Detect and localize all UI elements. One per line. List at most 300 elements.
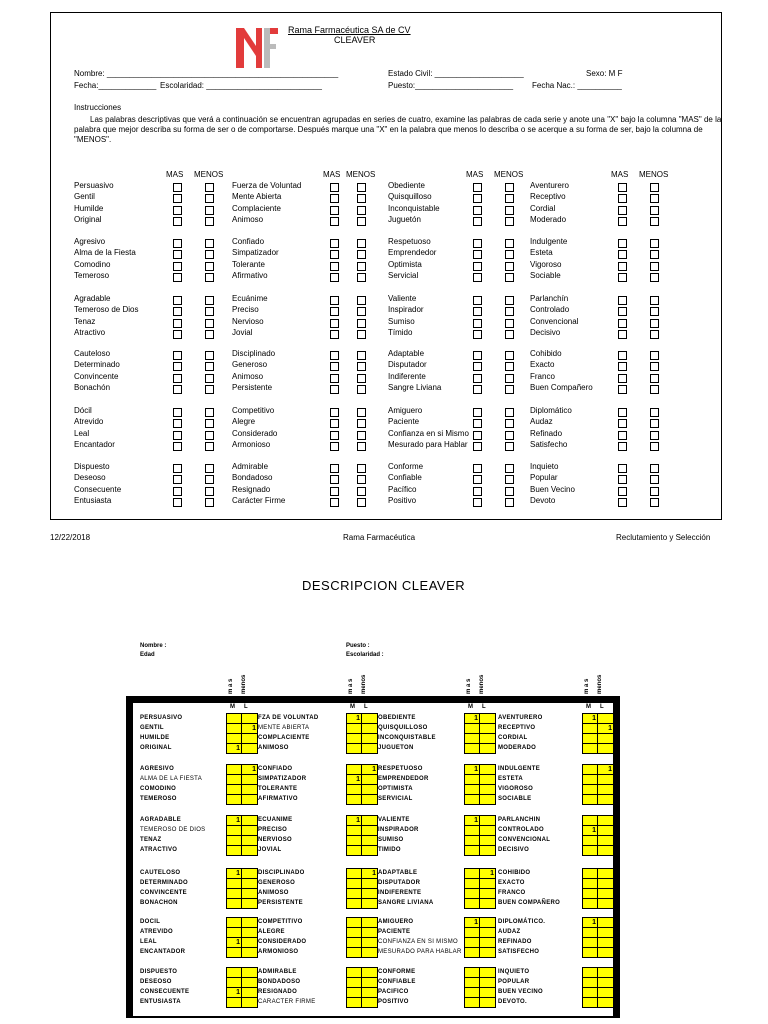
- mas-score-cell[interactable]: [226, 968, 242, 978]
- menos-score-cell[interactable]: [362, 928, 378, 938]
- mas-checkbox[interactable]: [473, 194, 482, 203]
- puesto-field[interactable]: Puesto:______________________: [388, 81, 514, 90]
- mas-score-cell[interactable]: [346, 938, 362, 948]
- mas-checkbox[interactable]: [473, 319, 482, 328]
- mas-score-cell[interactable]: [346, 978, 362, 988]
- mas-checkbox[interactable]: [330, 351, 339, 360]
- mas-score-cell[interactable]: 1: [346, 714, 362, 724]
- mas-checkbox[interactable]: [173, 250, 182, 259]
- mas-checkbox[interactable]: [473, 262, 482, 271]
- mas-checkbox[interactable]: [473, 374, 482, 383]
- menos-checkbox[interactable]: [205, 385, 214, 394]
- menos-checkbox[interactable]: [205, 362, 214, 371]
- menos-score-cell[interactable]: [598, 988, 614, 998]
- mas-score-cell[interactable]: 1: [464, 816, 480, 826]
- menos-score-cell[interactable]: [480, 889, 496, 899]
- menos-score-cell[interactable]: [242, 869, 258, 879]
- menos-checkbox[interactable]: [205, 475, 214, 484]
- fecha-field[interactable]: Fecha:_____________: [74, 81, 157, 90]
- menos-score-cell[interactable]: [242, 795, 258, 805]
- menos-checkbox[interactable]: [650, 487, 659, 496]
- menos-score-cell[interactable]: [362, 998, 378, 1008]
- menos-checkbox[interactable]: [505, 431, 514, 440]
- mas-checkbox[interactable]: [473, 183, 482, 192]
- mas-score-cell[interactable]: 1: [226, 816, 242, 826]
- menos-score-cell[interactable]: [480, 826, 496, 836]
- menos-score-cell[interactable]: [598, 889, 614, 899]
- menos-checkbox[interactable]: [357, 194, 366, 203]
- mas-checkbox[interactable]: [618, 487, 627, 496]
- mas-checkbox[interactable]: [173, 408, 182, 417]
- menos-score-cell[interactable]: [480, 948, 496, 958]
- menos-score-cell[interactable]: 1: [480, 869, 496, 879]
- menos-checkbox[interactable]: [650, 442, 659, 451]
- menos-checkbox[interactable]: [357, 330, 366, 339]
- menos-checkbox[interactable]: [505, 194, 514, 203]
- mas-checkbox[interactable]: [473, 239, 482, 248]
- mas-checkbox[interactable]: [173, 351, 182, 360]
- menos-checkbox[interactable]: [650, 206, 659, 215]
- menos-checkbox[interactable]: [650, 419, 659, 428]
- menos-score-cell[interactable]: [362, 938, 378, 948]
- mas-score-cell[interactable]: [464, 938, 480, 948]
- menos-score-cell[interactable]: 1: [362, 869, 378, 879]
- mas-checkbox[interactable]: [473, 250, 482, 259]
- menos-checkbox[interactable]: [505, 206, 514, 215]
- mas-score-cell[interactable]: [346, 948, 362, 958]
- menos-score-cell[interactable]: [598, 879, 614, 889]
- mas-score-cell[interactable]: [582, 899, 598, 909]
- mas-score-cell[interactable]: [226, 734, 242, 744]
- menos-score-cell[interactable]: 1: [362, 765, 378, 775]
- mas-score-cell[interactable]: [226, 795, 242, 805]
- mas-score-cell[interactable]: [226, 714, 242, 724]
- menos-checkbox[interactable]: [357, 408, 366, 417]
- menos-checkbox[interactable]: [505, 464, 514, 473]
- menos-checkbox[interactable]: [505, 319, 514, 328]
- mas-checkbox[interactable]: [473, 273, 482, 282]
- menos-score-cell[interactable]: [480, 988, 496, 998]
- menos-score-cell[interactable]: [242, 785, 258, 795]
- mas-checkbox[interactable]: [618, 183, 627, 192]
- menos-checkbox[interactable]: [357, 362, 366, 371]
- menos-checkbox[interactable]: [505, 262, 514, 271]
- menos-score-cell[interactable]: [598, 918, 614, 928]
- mas-score-cell[interactable]: [582, 978, 598, 988]
- menos-checkbox[interactable]: [205, 330, 214, 339]
- mas-checkbox[interactable]: [473, 464, 482, 473]
- menos-score-cell[interactable]: [242, 714, 258, 724]
- mas-score-cell[interactable]: [464, 836, 480, 846]
- menos-score-cell[interactable]: [598, 775, 614, 785]
- mas-checkbox[interactable]: [173, 498, 182, 507]
- mas-checkbox[interactable]: [473, 362, 482, 371]
- menos-checkbox[interactable]: [505, 362, 514, 371]
- mas-score-cell[interactable]: [226, 928, 242, 938]
- menos-checkbox[interactable]: [650, 273, 659, 282]
- mas-score-cell[interactable]: [582, 775, 598, 785]
- mas-checkbox[interactable]: [173, 206, 182, 215]
- mas-score-cell[interactable]: [226, 948, 242, 958]
- menos-checkbox[interactable]: [650, 351, 659, 360]
- mas-checkbox[interactable]: [330, 273, 339, 282]
- mas-checkbox[interactable]: [473, 498, 482, 507]
- mas-score-cell[interactable]: [582, 836, 598, 846]
- menos-score-cell[interactable]: [598, 846, 614, 856]
- mas-checkbox[interactable]: [618, 351, 627, 360]
- menos-checkbox[interactable]: [650, 385, 659, 394]
- menos-checkbox[interactable]: [650, 464, 659, 473]
- menos-score-cell[interactable]: [480, 899, 496, 909]
- menos-checkbox[interactable]: [205, 319, 214, 328]
- mas-score-cell[interactable]: [464, 744, 480, 754]
- mas-checkbox[interactable]: [330, 330, 339, 339]
- menos-score-cell[interactable]: [362, 879, 378, 889]
- menos-score-cell[interactable]: [480, 795, 496, 805]
- mas-checkbox[interactable]: [618, 408, 627, 417]
- menos-checkbox[interactable]: [650, 217, 659, 226]
- mas-checkbox[interactable]: [473, 442, 482, 451]
- menos-checkbox[interactable]: [505, 330, 514, 339]
- mas-score-cell[interactable]: 1: [346, 816, 362, 826]
- menos-checkbox[interactable]: [650, 194, 659, 203]
- menos-score-cell[interactable]: [362, 816, 378, 826]
- menos-score-cell[interactable]: [362, 889, 378, 899]
- mas-checkbox[interactable]: [330, 385, 339, 394]
- mas-checkbox[interactable]: [173, 194, 182, 203]
- menos-checkbox[interactable]: [650, 431, 659, 440]
- menos-score-cell[interactable]: [598, 714, 614, 724]
- menos-score-cell[interactable]: [480, 998, 496, 1008]
- menos-checkbox[interactable]: [205, 487, 214, 496]
- menos-score-cell[interactable]: [242, 836, 258, 846]
- mas-checkbox[interactable]: [173, 319, 182, 328]
- menos-checkbox[interactable]: [357, 498, 366, 507]
- menos-checkbox[interactable]: [505, 183, 514, 192]
- mas-checkbox[interactable]: [618, 442, 627, 451]
- nombre-field[interactable]: Nombre: ____________________________________________________: [74, 69, 339, 78]
- menos-score-cell[interactable]: [598, 816, 614, 826]
- mas-checkbox[interactable]: [473, 296, 482, 305]
- mas-score-cell[interactable]: 1: [582, 714, 598, 724]
- menos-score-cell[interactable]: [480, 744, 496, 754]
- menos-checkbox[interactable]: [505, 250, 514, 259]
- menos-checkbox[interactable]: [650, 475, 659, 484]
- menos-score-cell[interactable]: [362, 899, 378, 909]
- mas-checkbox[interactable]: [173, 464, 182, 473]
- mas-score-cell[interactable]: [226, 724, 242, 734]
- menos-score-cell[interactable]: [242, 889, 258, 899]
- menos-checkbox[interactable]: [205, 498, 214, 507]
- mas-score-cell[interactable]: [582, 795, 598, 805]
- mas-score-cell[interactable]: [464, 998, 480, 1008]
- menos-score-cell[interactable]: [362, 988, 378, 998]
- mas-checkbox[interactable]: [618, 419, 627, 428]
- menos-checkbox[interactable]: [357, 431, 366, 440]
- menos-score-cell[interactable]: 1: [598, 724, 614, 734]
- menos-checkbox[interactable]: [357, 273, 366, 282]
- menos-checkbox[interactable]: [205, 296, 214, 305]
- mas-checkbox[interactable]: [473, 385, 482, 394]
- mas-score-cell[interactable]: 1: [226, 744, 242, 754]
- mas-checkbox[interactable]: [330, 419, 339, 428]
- menos-checkbox[interactable]: [205, 442, 214, 451]
- menos-checkbox[interactable]: [357, 250, 366, 259]
- menos-checkbox[interactable]: [505, 217, 514, 226]
- menos-checkbox[interactable]: [357, 307, 366, 316]
- mas-checkbox[interactable]: [330, 194, 339, 203]
- mas-checkbox[interactable]: [618, 464, 627, 473]
- mas-checkbox[interactable]: [173, 183, 182, 192]
- mas-score-cell[interactable]: [582, 998, 598, 1008]
- menos-score-cell[interactable]: [242, 775, 258, 785]
- menos-score-cell[interactable]: [480, 714, 496, 724]
- menos-score-cell[interactable]: [480, 765, 496, 775]
- menos-checkbox[interactable]: [205, 206, 214, 215]
- menos-score-cell[interactable]: [598, 899, 614, 909]
- menos-checkbox[interactable]: [357, 475, 366, 484]
- mas-checkbox[interactable]: [473, 351, 482, 360]
- mas-score-cell[interactable]: 1: [464, 765, 480, 775]
- mas-score-cell[interactable]: [226, 998, 242, 1008]
- mas-checkbox[interactable]: [173, 239, 182, 248]
- menos-checkbox[interactable]: [505, 239, 514, 248]
- menos-checkbox[interactable]: [650, 183, 659, 192]
- menos-score-cell[interactable]: [598, 734, 614, 744]
- mas-checkbox[interactable]: [618, 239, 627, 248]
- mas-score-cell[interactable]: [582, 816, 598, 826]
- menos-score-cell[interactable]: [362, 948, 378, 958]
- mas-checkbox[interactable]: [618, 217, 627, 226]
- mas-score-cell[interactable]: [464, 846, 480, 856]
- menos-score-cell[interactable]: [598, 998, 614, 1008]
- mas-score-cell[interactable]: [346, 744, 362, 754]
- menos-score-cell[interactable]: [598, 968, 614, 978]
- mas-score-cell[interactable]: [346, 998, 362, 1008]
- mas-checkbox[interactable]: [173, 307, 182, 316]
- mas-checkbox[interactable]: [173, 330, 182, 339]
- menos-score-cell[interactable]: [362, 775, 378, 785]
- mas-score-cell[interactable]: [346, 795, 362, 805]
- mas-checkbox[interactable]: [618, 475, 627, 484]
- menos-checkbox[interactable]: [357, 239, 366, 248]
- mas-score-cell[interactable]: [464, 968, 480, 978]
- menos-checkbox[interactable]: [205, 273, 214, 282]
- mas-score-cell[interactable]: [226, 978, 242, 988]
- menos-score-cell[interactable]: [480, 918, 496, 928]
- mas-checkbox[interactable]: [473, 307, 482, 316]
- menos-checkbox[interactable]: [205, 419, 214, 428]
- menos-checkbox[interactable]: [505, 475, 514, 484]
- menos-checkbox[interactable]: [205, 239, 214, 248]
- mas-checkbox[interactable]: [618, 362, 627, 371]
- estado-civil-field[interactable]: Estado Civil: ____________________: [388, 69, 524, 78]
- menos-score-cell[interactable]: [598, 785, 614, 795]
- menos-checkbox[interactable]: [357, 183, 366, 192]
- mas-checkbox[interactable]: [330, 431, 339, 440]
- menos-checkbox[interactable]: [650, 307, 659, 316]
- menos-checkbox[interactable]: [357, 319, 366, 328]
- mas-checkbox[interactable]: [618, 307, 627, 316]
- mas-checkbox[interactable]: [173, 487, 182, 496]
- mas-checkbox[interactable]: [330, 464, 339, 473]
- sexo-field[interactable]: Sexo: M F: [586, 69, 623, 78]
- menos-checkbox[interactable]: [505, 385, 514, 394]
- menos-checkbox[interactable]: [205, 408, 214, 417]
- mas-score-cell[interactable]: 1: [582, 918, 598, 928]
- menos-score-cell[interactable]: [362, 826, 378, 836]
- menos-checkbox[interactable]: [650, 250, 659, 259]
- mas-score-cell[interactable]: [346, 734, 362, 744]
- mas-checkbox[interactable]: [330, 183, 339, 192]
- mas-checkbox[interactable]: [173, 296, 182, 305]
- mas-score-cell[interactable]: [464, 734, 480, 744]
- menos-checkbox[interactable]: [505, 307, 514, 316]
- menos-score-cell[interactable]: [598, 928, 614, 938]
- menos-checkbox[interactable]: [650, 330, 659, 339]
- menos-checkbox[interactable]: [205, 262, 214, 271]
- menos-checkbox[interactable]: [205, 194, 214, 203]
- mas-checkbox[interactable]: [173, 362, 182, 371]
- mas-score-cell[interactable]: [464, 948, 480, 958]
- mas-score-cell[interactable]: 1: [226, 988, 242, 998]
- mas-score-cell[interactable]: [582, 724, 598, 734]
- menos-score-cell[interactable]: [480, 846, 496, 856]
- menos-score-cell[interactable]: [362, 714, 378, 724]
- mas-score-cell[interactable]: [226, 775, 242, 785]
- mas-checkbox[interactable]: [618, 250, 627, 259]
- menos-score-cell[interactable]: [598, 938, 614, 948]
- mas-checkbox[interactable]: [330, 250, 339, 259]
- mas-checkbox[interactable]: [473, 475, 482, 484]
- menos-score-cell[interactable]: [362, 836, 378, 846]
- mas-score-cell[interactable]: 1: [226, 869, 242, 879]
- mas-score-cell[interactable]: [582, 744, 598, 754]
- mas-checkbox[interactable]: [618, 385, 627, 394]
- menos-checkbox[interactable]: [357, 206, 366, 215]
- menos-score-cell[interactable]: [598, 869, 614, 879]
- mas-checkbox[interactable]: [173, 273, 182, 282]
- mas-score-cell[interactable]: [346, 988, 362, 998]
- menos-score-cell[interactable]: [598, 948, 614, 958]
- mas-checkbox[interactable]: [173, 217, 182, 226]
- mas-checkbox[interactable]: [473, 431, 482, 440]
- mas-score-cell[interactable]: [582, 988, 598, 998]
- mas-score-cell[interactable]: [582, 734, 598, 744]
- mas-score-cell[interactable]: [226, 836, 242, 846]
- mas-score-cell[interactable]: [464, 978, 480, 988]
- mas-score-cell[interactable]: [582, 785, 598, 795]
- menos-score-cell[interactable]: 1: [598, 765, 614, 775]
- menos-checkbox[interactable]: [650, 239, 659, 248]
- mas-checkbox[interactable]: [330, 206, 339, 215]
- menos-checkbox[interactable]: [357, 351, 366, 360]
- menos-score-cell[interactable]: [242, 988, 258, 998]
- menos-checkbox[interactable]: [505, 498, 514, 507]
- menos-score-cell[interactable]: [242, 816, 258, 826]
- mas-score-cell[interactable]: [582, 928, 598, 938]
- menos-score-cell[interactable]: [480, 978, 496, 988]
- mas-score-cell[interactable]: [464, 826, 480, 836]
- mas-score-cell[interactable]: [464, 785, 480, 795]
- menos-checkbox[interactable]: [505, 408, 514, 417]
- mas-score-cell[interactable]: [226, 918, 242, 928]
- menos-score-cell[interactable]: [480, 724, 496, 734]
- menos-checkbox[interactable]: [505, 419, 514, 428]
- mas-checkbox[interactable]: [173, 431, 182, 440]
- mas-checkbox[interactable]: [473, 487, 482, 496]
- menos-score-cell[interactable]: [242, 846, 258, 856]
- mas-checkbox[interactable]: [618, 319, 627, 328]
- menos-score-cell[interactable]: [598, 978, 614, 988]
- mas-checkbox[interactable]: [618, 330, 627, 339]
- menos-score-cell[interactable]: [242, 879, 258, 889]
- menos-score-cell[interactable]: [242, 948, 258, 958]
- mas-score-cell[interactable]: [464, 928, 480, 938]
- mas-score-cell[interactable]: [464, 889, 480, 899]
- menos-checkbox[interactable]: [505, 351, 514, 360]
- mas-checkbox[interactable]: [330, 217, 339, 226]
- menos-checkbox[interactable]: [650, 362, 659, 371]
- menos-score-cell[interactable]: [242, 899, 258, 909]
- mas-checkbox[interactable]: [330, 296, 339, 305]
- mas-checkbox[interactable]: [618, 431, 627, 440]
- mas-score-cell[interactable]: [582, 889, 598, 899]
- menos-score-cell[interactable]: [598, 744, 614, 754]
- mas-checkbox[interactable]: [330, 408, 339, 417]
- mas-checkbox[interactable]: [618, 273, 627, 282]
- menos-score-cell[interactable]: [242, 998, 258, 1008]
- mas-score-cell[interactable]: [226, 785, 242, 795]
- mas-score-cell[interactable]: [346, 826, 362, 836]
- mas-score-cell[interactable]: [346, 918, 362, 928]
- mas-score-cell[interactable]: [464, 899, 480, 909]
- mas-checkbox[interactable]: [173, 419, 182, 428]
- mas-score-cell[interactable]: [346, 928, 362, 938]
- menos-score-cell[interactable]: [480, 785, 496, 795]
- mas-checkbox[interactable]: [618, 296, 627, 305]
- mas-checkbox[interactable]: [330, 307, 339, 316]
- mas-checkbox[interactable]: [173, 385, 182, 394]
- menos-score-cell[interactable]: [598, 795, 614, 805]
- mas-score-cell[interactable]: [226, 889, 242, 899]
- menos-score-cell[interactable]: [362, 795, 378, 805]
- menos-checkbox[interactable]: [205, 351, 214, 360]
- mas-score-cell[interactable]: [226, 879, 242, 889]
- mas-score-cell[interactable]: [346, 765, 362, 775]
- menos-score-cell[interactable]: [362, 734, 378, 744]
- menos-score-cell[interactable]: [480, 734, 496, 744]
- mas-score-cell[interactable]: 1: [582, 826, 598, 836]
- mas-score-cell[interactable]: 1: [464, 918, 480, 928]
- menos-checkbox[interactable]: [357, 487, 366, 496]
- menos-score-cell[interactable]: [480, 879, 496, 889]
- menos-score-cell[interactable]: [242, 918, 258, 928]
- mas-score-cell[interactable]: [464, 879, 480, 889]
- menos-score-cell[interactable]: [242, 734, 258, 744]
- menos-score-cell[interactable]: [362, 978, 378, 988]
- mas-score-cell[interactable]: [346, 968, 362, 978]
- menos-checkbox[interactable]: [205, 431, 214, 440]
- menos-checkbox[interactable]: [205, 183, 214, 192]
- mas-checkbox[interactable]: [473, 206, 482, 215]
- mas-score-cell[interactable]: 1: [226, 938, 242, 948]
- menos-checkbox[interactable]: [357, 262, 366, 271]
- mas-score-cell[interactable]: 1: [346, 775, 362, 785]
- menos-score-cell[interactable]: [362, 785, 378, 795]
- mas-checkbox[interactable]: [330, 262, 339, 271]
- mas-score-cell[interactable]: [582, 879, 598, 889]
